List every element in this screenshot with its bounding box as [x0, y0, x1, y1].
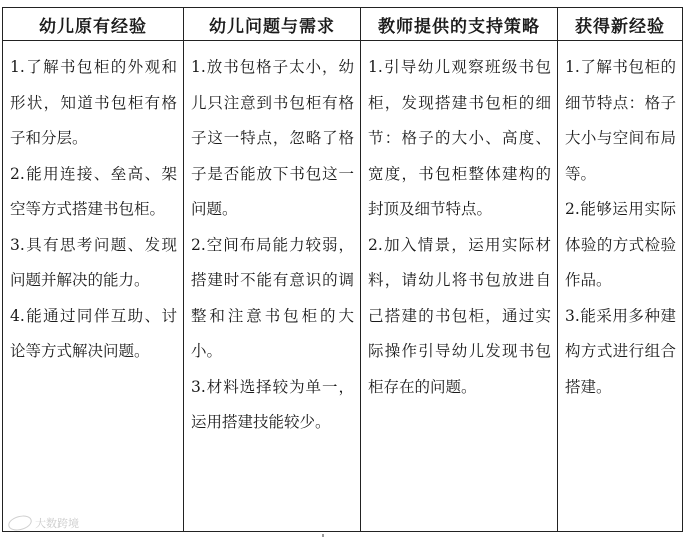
list-item: 1.了解书包柜的细节特点：格子大小与空间布局等。	[565, 58, 676, 183]
header-prior-experience: 幼儿原有经验	[3, 8, 184, 41]
cell-prior-experience	[3, 41, 184, 532]
list-item: 2.加入情景，运用实际材料，请幼儿将书包放进自己搭建的书包柜，通过实际操作引导幼儿发现书包柜存在的问题。	[368, 235, 551, 396]
list-item: 2.空间布局能力较弱，搭建时不能有意识的调整和注意书包柜的大小。	[191, 235, 354, 360]
header-problems-needs: 幼儿问题与需求	[184, 8, 361, 41]
list-item: 2.能用连接、垒高、架空等方式搭建书包柜。	[10, 164, 177, 218]
content-row	[3, 41, 683, 532]
list-item: 3.材料选择较为单一，运用搭建技能较少。	[191, 377, 354, 431]
watermark-text: 大数跨境	[35, 517, 79, 530]
cell-new-experience	[558, 41, 683, 532]
list-item: 1.引导幼儿观察班级书包柜，发现搭建书包柜的细节：格子的大小、高度、宽度，书包柜整体建构的封顶及细节特点。	[368, 58, 551, 218]
cell-teacher-strategies	[361, 41, 558, 532]
watermark-logo-icon	[7, 513, 34, 533]
list-item: 1.了解书包柜的外观和形状，知道书包柜有格子和分层。	[10, 58, 177, 147]
header-new-experience: 获得新经验	[558, 8, 683, 41]
list-item: 3.具有思考问题、发现问题并解决的能力。	[10, 235, 177, 289]
cell-problems-needs	[184, 41, 361, 532]
header-row	[3, 8, 683, 41]
header-teacher-strategies: 教师提供的支持策略	[361, 8, 558, 41]
list-item: 1.放书包格子太小，幼儿只注意到书包柜有格子这一特点，忽略了格子是否能放下书包这一问题。	[191, 58, 354, 218]
list-item: 3.能采用多种建构方式进行组合搭建。	[565, 306, 676, 396]
list-item: 4.能通过同伴互助、讨论等方式解决问题。	[10, 306, 177, 360]
watermark	[8, 515, 79, 531]
experience-table	[2, 7, 683, 532]
list-item: 2.能够运用实际体验的方式检验作品。	[565, 200, 676, 289]
